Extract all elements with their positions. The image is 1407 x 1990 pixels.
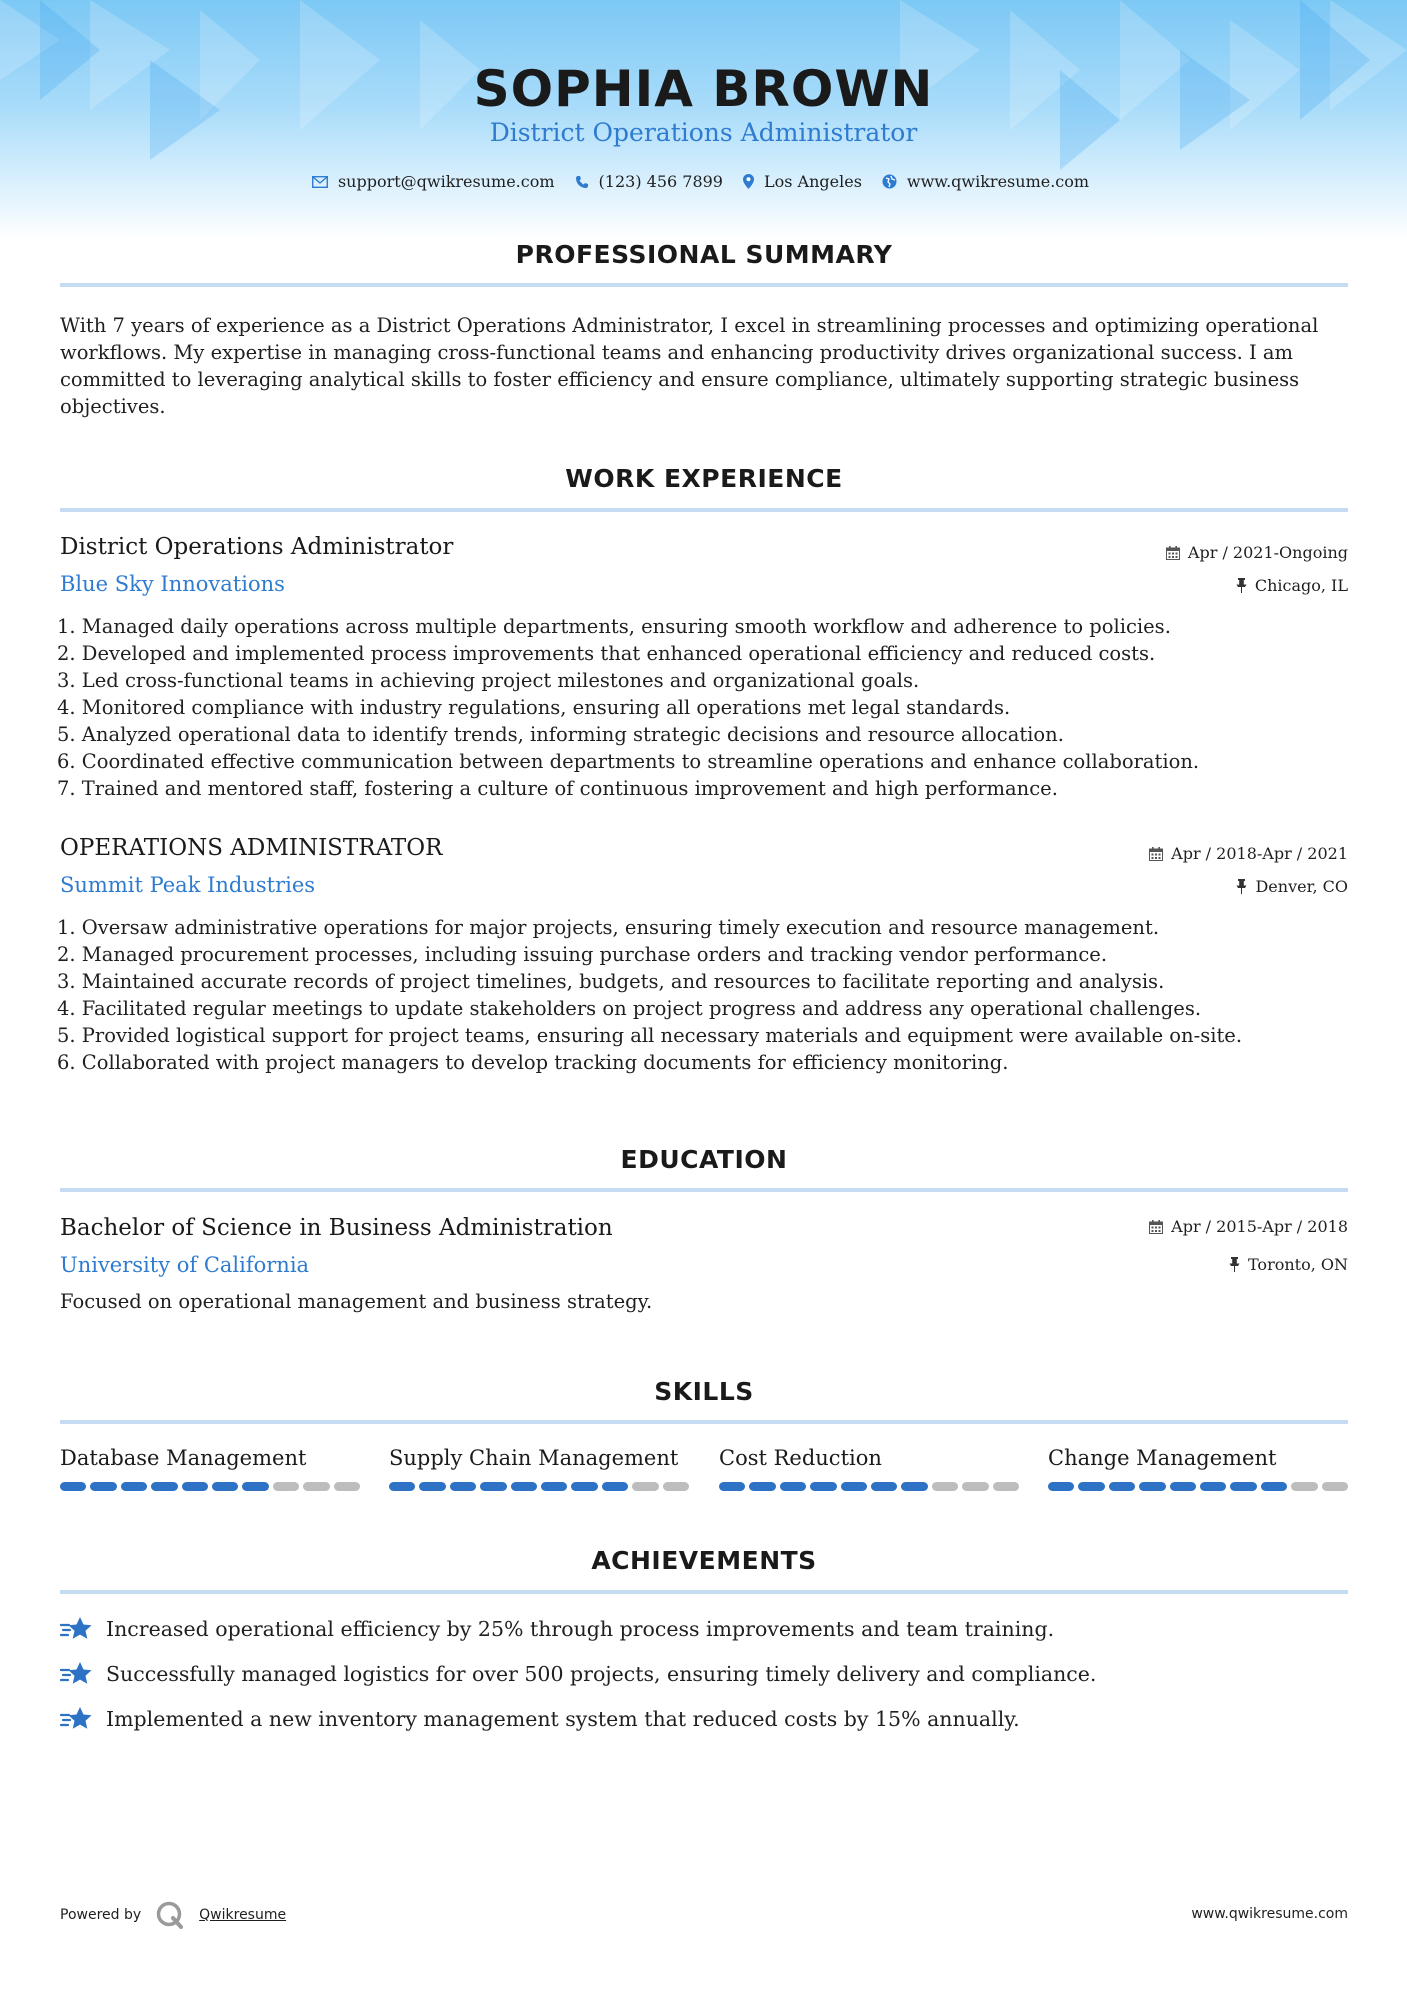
list-item: 7. Trained and mentored staff, fostering a culture of continuous improvement and high performance. — [57, 777, 1058, 800]
job-location-text: Chicago, IL — [1254, 576, 1348, 595]
skill-level-segment — [901, 1482, 927, 1491]
skill-level-segment — [632, 1482, 658, 1491]
list-item: 3. Led cross-functional teams in achieving project milestones and organizational goals. — [57, 669, 920, 692]
section-title-education: EDUCATION — [620, 1145, 788, 1174]
skill-level-segment — [273, 1482, 299, 1491]
candidate-name: SOPHIA BROWN — [473, 60, 934, 118]
skill-item — [1048, 1446, 1348, 1491]
degree-title: Bachelor of Science in Business Administration — [60, 1215, 613, 1241]
skill-level-segment — [1200, 1482, 1226, 1491]
section-title-summary: PROFESSIONAL SUMMARY — [515, 240, 893, 269]
phone-text: (123) 456 7899 — [598, 172, 723, 191]
pushpin-icon — [1236, 578, 1247, 593]
job-location — [1236, 877, 1348, 896]
list-item: 2. Managed procurement processes, including issuing purchase orders and tracking vendor performance. — [57, 943, 1108, 966]
star-icon — [60, 1661, 92, 1687]
skill-name: Change Management — [1048, 1446, 1277, 1470]
section-divider — [60, 283, 1348, 287]
education-dates-text: Apr / 2015-Apr / 2018 — [1171, 1217, 1348, 1236]
list-item: 1. Oversaw administrative operations for major projects, ensuring timely execution and resource management. — [57, 916, 1160, 939]
skill-level-segment — [932, 1482, 958, 1491]
list-item: 5. Analyzed operational data to identify trends, informing strategic decisions and resource allocation. — [57, 723, 1064, 746]
skill-level-bar — [719, 1482, 1019, 1491]
skill-level-segment — [151, 1482, 177, 1491]
education-description: Focused on operational management and business strategy. — [60, 1290, 653, 1313]
skill-level-bar — [1048, 1482, 1348, 1491]
skill-level-segment — [303, 1482, 329, 1491]
education-location-text: Toronto, ON — [1248, 1255, 1348, 1274]
skill-item — [60, 1446, 360, 1491]
company-name: Summit Peak Industries — [60, 873, 316, 897]
achievement-text: Implemented a new inventory management system that reduced costs by 15% annually. — [106, 1707, 1020, 1731]
skill-level-segment — [1261, 1482, 1287, 1491]
section-title-achievements: ACHIEVEMENTS — [591, 1546, 817, 1575]
globe-icon — [882, 174, 897, 189]
skill-level-bar — [389, 1482, 689, 1491]
candidate-title: District Operations Administrator — [489, 118, 918, 147]
skill-level-segment — [962, 1482, 988, 1491]
section-divider — [60, 508, 1348, 512]
section-title-experience: WORK EXPERIENCE — [565, 464, 843, 493]
envelope-icon — [312, 176, 328, 188]
list-item: 3. Maintained accurate records of project timelines, budgets, and resources to facilitate reporting and analysis. — [57, 970, 1165, 993]
website-text: www.qwikresume.com — [906, 172, 1090, 191]
skill-level-segment — [993, 1482, 1019, 1491]
company-name: Blue Sky Innovations — [60, 572, 285, 596]
education-dates — [1149, 1217, 1348, 1236]
job-dates — [1149, 844, 1348, 863]
contact-email[interactable] — [312, 172, 555, 191]
contact-row — [0, 172, 1407, 191]
skill-level-bar — [60, 1482, 360, 1491]
section-title-skills: SKILLS — [654, 1377, 754, 1406]
skill-level-segment — [810, 1482, 836, 1491]
job-dates — [1166, 543, 1348, 562]
footer-website[interactable]: www.qwikresume.com — [1191, 1906, 1348, 1922]
skill-level-segment — [1322, 1482, 1348, 1491]
skill-level-segment — [511, 1482, 537, 1491]
job-bullets — [57, 914, 1347, 1076]
skill-level-segment — [1139, 1482, 1165, 1491]
pushpin-icon — [1229, 1257, 1240, 1272]
skill-level-segment — [90, 1482, 116, 1491]
contact-phone[interactable] — [575, 172, 723, 191]
skill-item — [719, 1446, 1019, 1491]
skill-level-segment — [749, 1482, 775, 1491]
email-text: support@qwikresume.com — [337, 172, 555, 191]
skill-level-segment — [450, 1482, 476, 1491]
list-item: 6. Coordinated effective communication between departments to streamline operations and enhance collaboration. — [57, 750, 1200, 773]
skill-level-segment — [663, 1482, 689, 1491]
list-item: 1. Managed daily operations across multiple departments, ensuring smooth workflow and adherence to policies. — [57, 615, 1171, 638]
job-dates-text: Apr / 2021-Ongoing — [1187, 543, 1348, 562]
map-pin-icon — [743, 174, 754, 189]
skill-level-segment — [841, 1482, 867, 1491]
skill-level-segment — [541, 1482, 567, 1491]
calendar-icon — [1149, 847, 1163, 861]
contact-location — [743, 172, 862, 191]
skill-level-segment — [419, 1482, 445, 1491]
education-location — [1229, 1255, 1348, 1274]
job-bullets — [57, 613, 1347, 802]
skill-item — [389, 1446, 689, 1491]
calendar-icon — [1149, 1220, 1163, 1234]
skill-level-segment — [719, 1482, 745, 1491]
section-divider — [60, 1420, 1348, 1424]
qwikresume-logo-icon — [155, 1900, 185, 1930]
qwikresume-link[interactable]: Qwikresume — [199, 1907, 287, 1923]
skill-level-segment — [60, 1482, 86, 1491]
footer-powered-by — [60, 1900, 286, 1930]
job-title: OPERATIONS ADMINISTRATOR — [60, 835, 443, 861]
skill-level-segment — [1078, 1482, 1104, 1491]
achievement-text: Successfully managed logistics for over 500 projects, ensuring timely delivery and compliance. — [106, 1662, 1097, 1686]
job-title: District Operations Administrator — [60, 534, 454, 560]
job-dates-text: Apr / 2018-Apr / 2021 — [1171, 844, 1348, 863]
calendar-icon — [1166, 546, 1180, 560]
contact-website[interactable] — [882, 172, 1089, 191]
skill-level-segment — [1048, 1482, 1074, 1491]
skill-level-segment — [242, 1482, 268, 1491]
skill-level-segment — [389, 1482, 415, 1491]
school-name: University of California — [60, 1253, 310, 1277]
skill-level-segment — [182, 1482, 208, 1491]
section-divider — [60, 1188, 1348, 1192]
skill-name: Cost Reduction — [719, 1446, 882, 1470]
list-item: 6. Collaborated with project managers to develop tracking documents for efficiency monitoring. — [57, 1051, 1009, 1074]
skill-level-segment — [212, 1482, 238, 1491]
skill-level-segment — [780, 1482, 806, 1491]
list-item: 4. Monitored compliance with industry regulations, ensuring all operations met legal standards. — [57, 696, 1011, 719]
skill-level-segment — [1109, 1482, 1135, 1491]
skill-level-segment — [871, 1482, 897, 1491]
achievement-item — [60, 1706, 1020, 1732]
skill-level-segment — [1230, 1482, 1256, 1491]
section-divider — [60, 1590, 1348, 1594]
phone-icon — [575, 175, 589, 189]
skill-level-segment — [571, 1482, 597, 1491]
skill-level-segment — [1170, 1482, 1196, 1491]
star-icon — [60, 1706, 92, 1732]
list-item: 5. Provided logistical support for project teams, ensuring all necessary materials and equipment were available on-site. — [57, 1024, 1243, 1047]
skill-level-segment — [121, 1482, 147, 1491]
list-item: 4. Facilitated regular meetings to update stakeholders on project progress and address any operational challenges. — [57, 997, 1202, 1020]
job-location — [1236, 576, 1348, 595]
powered-by-label: Powered by — [60, 1907, 142, 1923]
pushpin-icon — [1236, 879, 1247, 894]
achievement-item — [60, 1616, 1054, 1642]
location-text: Los Angeles — [763, 172, 862, 191]
achievement-item — [60, 1661, 1096, 1687]
skill-level-segment — [334, 1482, 360, 1491]
star-icon — [60, 1616, 92, 1642]
job-location-text: Denver, CO — [1255, 877, 1348, 896]
skill-level-segment — [602, 1482, 628, 1491]
skill-level-segment — [480, 1482, 506, 1491]
skill-level-segment — [1291, 1482, 1317, 1491]
summary-text: With 7 years of experience as a District Operations Administrator, I excel in streamlining processes and optimizing operational workflows. My expertise in managing cross-functional teams and enhancing productivity drives organizational success. I am committed to leveraging analytical skills to foster efficiency and ensure compliance, ultimately supporting strategic business objectives. — [60, 314, 1319, 418]
skill-name: Supply Chain Management — [389, 1446, 679, 1470]
achievement-text: Increased operational efficiency by 25% through process improvements and team training. — [106, 1617, 1055, 1641]
list-item: 2. Developed and implemented process improvements that enhanced operational efficiency and reduced costs. — [57, 642, 1156, 665]
skill-name: Database Management — [60, 1446, 307, 1470]
